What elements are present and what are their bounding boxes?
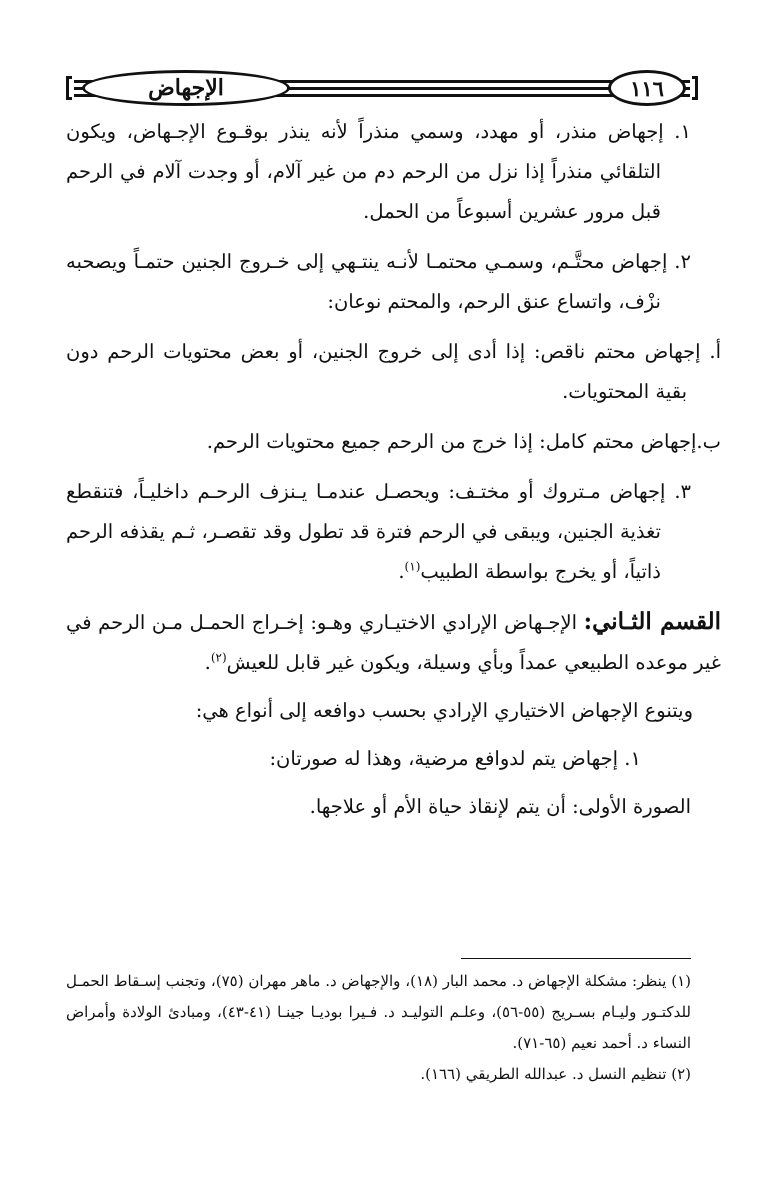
paragraph-text: ويتنوع الإجهاض الاختياري الإرادي بحسب دوافعه إلى أنواع هي: <box>195 699 693 722</box>
header-rule-end <box>66 76 72 100</box>
paragraph <box>66 691 721 731</box>
footnote-ref: (١) <box>404 559 421 574</box>
footnote: (٢) تنظيم النسل د. عبدالله الطريقي (١٦٦). <box>420 1065 691 1083</box>
section-paragraph: القسم الثـاني: الإجـهاض الإرادي الاختيـاري وهـو: إخـراج الحمـل مـن الرحم في غير موعده الطبيعي عمداً وبأي وسيلة، ويكون غير قابل للعيش$^{(٢)}$. <box>66 608 721 674</box>
list-item <box>66 739 691 779</box>
section-heading: القسم الثـاني: <box>583 608 721 635</box>
footnotes <box>66 966 691 1090</box>
chapter-title: الإجهاض <box>148 75 224 101</box>
section-text: الإجـهاض الإرادي الاختيـاري وهـو: إخـراج الحمـل مـن الرحم في غير موعده الطبيعي عمداً وبأي وسيلة، ويكون غير قابل للعيش <box>66 611 721 674</box>
item-text: ٢. إجهاض محتَّـم، وسمـي محتمـا لأنـه ينتـهي إلى خـروج الجنين حتمـاً ويصحبه نزْف، واتساع عنق الرحم، والمحتم نوعان: <box>66 250 691 313</box>
item-text: ١. إجهاض يتم لدوافع مرضية، وهذا له صورتان: <box>269 747 641 770</box>
item-text: ١. إجهاض منذر، أو مهدد، وسمي منذراً لأنه ينذر بوقـوع الإجـهاض، ويكون التلقائي منذراً إذا نزل من الرحم دم من غير آلام، أو وجدت آلام في الرحم قبل مرور عشرين أسبوعاً من الحمل. <box>66 120 691 223</box>
paragraph <box>66 787 691 827</box>
chapter-title-badge <box>82 70 290 106</box>
footnote-ref: (٢) <box>210 650 227 665</box>
item-text: أ. إجهاض محتم ناقص: إذا أدى إلى خروج الجنين، أو بعض محتويات الرحم دون بقية المحتويات. <box>66 340 721 403</box>
list-item <box>66 242 691 322</box>
footnote-separator <box>461 958 691 959</box>
item-text: ٣. إجهاض مـتروك أو مختـف: ويحصـل عندمـا يـنزف الرحـم داخليـاً، فتنقطع تغذية الجنين، ويبقى في الرحم فترة قد تطول وقد تقصـر، ثـم يقذفه الرحم ذاتياً، أو يخرج بواسطة الطبيب <box>66 480 691 583</box>
header-rule-end <box>692 76 698 100</box>
sub-list-item <box>66 332 721 412</box>
footnote: (١) ينظر: مشكلة الإجهاض د. محمد البار (١٨)، والإجهاض د. ماهر مهران (٧٥)، وتجنب إسـقاط الحمـل للدكتـور وليـام بسـريج (٥٥-٥٦)، وعلـم التوليـد د. فـيرا بوديـا جينـا (٤١-٤٣)، ومبادئ الولادة وأمراض النساء د. أحمد نعيم (٦٥-٧١). <box>66 972 691 1052</box>
list-item <box>66 112 691 232</box>
list-item: ٣. إجهاض مـتروك أو مختـف: ويحصـل عندمـا يـنزف الرحـم داخليـاً، فتنقطع تغذية الجنين، ويبقى في الرحم فترة قد تطول وقد تقصـر، ثـم يقذفه الرحم ذاتياً، أو يخرج بواسطة الطبيب$^{(١)}$. <box>66 480 691 583</box>
page-number-badge <box>608 70 686 106</box>
running-header <box>62 68 702 114</box>
page-number: ١١٦ <box>630 75 664 101</box>
paragraph-text: الصورة الأولى: أن يتم لإنقاذ حياة الأم أو علاجها. <box>309 795 691 818</box>
item-text: ب.إجهاض محتم كامل: إذا خرج من الرحم جميع محتويات الرحم. <box>206 430 721 453</box>
main-text <box>66 112 721 835</box>
sub-list-item <box>66 422 721 462</box>
